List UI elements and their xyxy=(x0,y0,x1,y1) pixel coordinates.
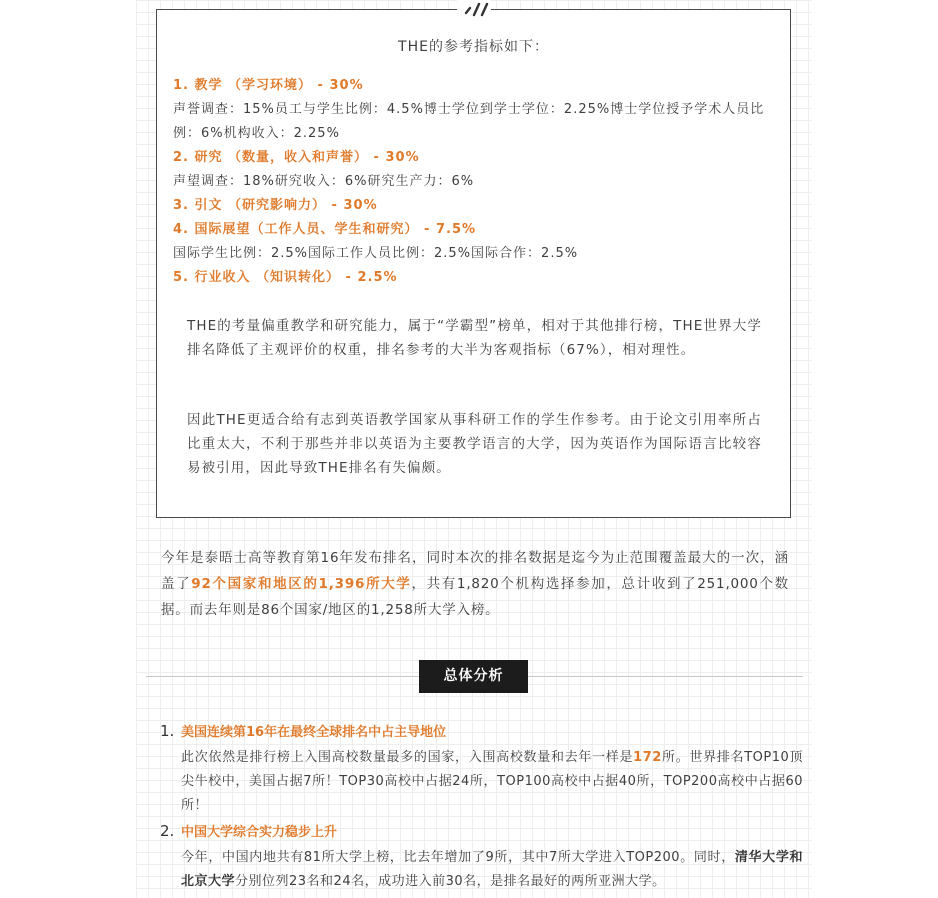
item-number: 1. xyxy=(160,722,175,740)
slash-marks-icon xyxy=(461,1,489,17)
indicator-heading-teaching: 1. 教学 （学习环境） - 30% xyxy=(173,78,364,93)
section-title: 总体分析 xyxy=(419,660,528,693)
item-body xyxy=(181,846,803,894)
item-body-text: 今年，中国内地共有81所大学上榜，比去年增加了9所，其中7所大学进入TOP200。同时， xyxy=(181,850,735,865)
box-paragraph-1: THE的考量偏重教学和研究能力，属于“学霸型”榜单，相对于其他排行榜，THE世界大学排名降低了主观评价的权重，排名参考的大半为客观指标（67%），相对理性。 xyxy=(187,318,762,358)
box-title: THE的参考指标如下： xyxy=(398,39,549,55)
indicator-detail-international: 国际学生比例：2.5%国际工作人员比例：2.5%国际合作：2.5% xyxy=(173,246,579,261)
item-title: 中国大学综合实力稳步上升 xyxy=(181,825,338,840)
box-paragraph-2: 因此THE更适合给有志到英语教学国家从事科研工作的学生作参考。由于论文引用率所占比重太大，不利于那些并非以英语为主要教学语言的大学，因为英语作为国际语言比较容易被引用，因此导致THE排名有失偏颇。 xyxy=(187,412,762,476)
item-body-text: 分别位列23名和24名，成功进入前30名，是排名最好的两所亚洲大学。 xyxy=(235,874,666,889)
item-body-highlight: 172 xyxy=(633,750,662,765)
indicator-detail-teaching: 声誉调查：15%员工与学生比例：4.5%博士学位到学士学位：2.25%博士学位授予学术人员比例：6%机构收入：2.25% xyxy=(173,102,765,141)
indicator-heading-international: 4. 国际展望（工作人员、学生和研究） - 7.5% xyxy=(173,222,477,237)
intro-highlight: 92个国家和地区的1,396所大学 xyxy=(191,576,412,592)
intro-text-after: ，共有1,820个机构选择参加，总计收到了251,000个数据。而去年则是86个国家/地区的1,258所大学入榜。 xyxy=(161,576,789,618)
indicator-detail-research: 声望调查：18%研究收入：6%研究生产力：6% xyxy=(173,174,475,189)
item-title: 美国连续第16年在最终全球排名中占主导地位 xyxy=(181,725,447,740)
indicator-list xyxy=(173,74,783,290)
indicator-heading-research: 2. 研究 （数量，收入和声誉） - 30% xyxy=(173,150,420,165)
the-indicators-box xyxy=(156,9,791,518)
box-decoration xyxy=(457,0,491,20)
item-number: 2. xyxy=(160,822,175,840)
item-body-text: 所。世界排名TOP10顶尖牛校中，美国占据7所！TOP30高校中占据24所，TOP100高校中占据40所，TOP200高校中占据60所！ xyxy=(181,750,803,813)
indicator-heading-industry: 5. 行业收入 （知识转化） - 2.5% xyxy=(173,270,398,285)
intro-text-before: 今年是泰晤士高等教育第16年发布排名，同时本次的排名数据是迄今为止范围覆盖最大的一次，涵盖了 xyxy=(161,550,789,592)
intro-paragraph xyxy=(161,545,789,623)
indicator-heading-citations: 3. 引文 （研究影响力） - 30% xyxy=(173,198,378,213)
item-body-bold: 清华大学和北京大学 xyxy=(181,850,803,889)
item-body xyxy=(181,746,803,818)
item-body-text: 此次依然是排行榜上入围高校数量最多的国家，入围高校数量和去年一样是 xyxy=(181,750,634,765)
